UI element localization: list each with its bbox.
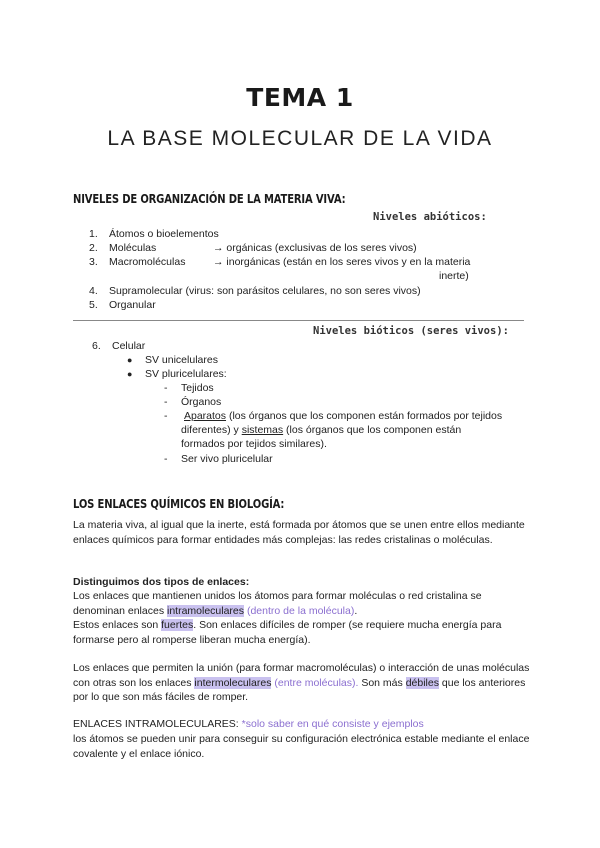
p3-text: Los enlaces que permiten la unión (para formar macromoléculas) o interacción de unas moléculas con otras son los enlaces	[73, 662, 530, 689]
intra-label-line	[73, 717, 533, 732]
sub-item-line3: formados por tejidos similares).	[181, 438, 327, 450]
paragraph-atoms: los átomos se pueden unir para conseguir su configuración electrónica estable mediante el enlace covalente y el enlace iónico.	[73, 733, 530, 760]
list-number: 4.	[89, 285, 98, 297]
p3-text-b: Son más	[358, 676, 406, 689]
abiotic-levels-label: Niveles abióticos:	[373, 211, 487, 223]
highlight-intermoleculares: intermoleculares	[194, 676, 272, 689]
dash: -	[164, 410, 168, 422]
note-dentro: (dentro de la molécula)	[244, 604, 355, 617]
p2-text-b: . Son enlaces difíciles de romper (se requiere mucha energía para formarse pero al romperse liberan mucha energía).	[73, 619, 502, 646]
highlight-intramoleculares: intramoleculares	[166, 604, 245, 617]
list-item: Macromoléculas	[109, 256, 186, 268]
organic-note: → orgánicas (exclusivas de los seres vivos)	[213, 242, 417, 254]
sub-item-aparatos	[184, 409, 502, 424]
divider	[73, 320, 524, 321]
inorganic-note: → inorgánicas (están en los seres vivos y en la materia	[213, 256, 471, 268]
bullet-item: SV pluricelulares:	[145, 368, 227, 380]
biotic-levels-label: Niveles bióticos (seres vivos):	[313, 325, 509, 337]
paragraph-intramolecular	[73, 589, 533, 618]
aparatos-text: (los órganos que los componen están formados por tejidos	[226, 410, 503, 422]
paragraph-fuertes	[73, 618, 533, 647]
aparatos-word: Aparatos	[184, 410, 227, 422]
sistemas-word: sistemas	[241, 424, 284, 436]
list-item: Celular	[112, 340, 146, 352]
list-item: Organular	[109, 299, 156, 311]
dash: -	[164, 396, 168, 408]
dash: -	[164, 382, 168, 394]
highlight-debiles: débiles	[405, 676, 439, 689]
sistemas-post: (los órganos que los componen están	[283, 424, 462, 436]
p3-text-c: que los anteriores por lo que son más fáciles de romper.	[73, 676, 526, 704]
dash: -	[164, 453, 168, 465]
p1-end: .	[354, 604, 358, 617]
sub-item-sistemas	[181, 423, 461, 438]
intra-note: *solo saber en qué consiste y ejemplos	[241, 718, 424, 730]
list-number: 6.	[92, 340, 101, 352]
bullet-icon: ●	[127, 355, 133, 365]
paragraph-intermolecular	[73, 661, 533, 705]
sub-item-ser-vivo: Ser vivo pluricelular	[181, 453, 273, 465]
bullet-icon: ●	[127, 369, 133, 379]
inorganic-note-cont: inerte)	[439, 270, 469, 282]
sub-item-tejidos: Tejidos	[181, 382, 214, 394]
list-item: Moléculas	[109, 242, 157, 254]
list-number: 2.	[89, 242, 98, 254]
intro-paragraph: La materia viva, al igual que la inerte, está formada por átomos que se unen entre ellos mediante enlaces químicos para formar entidades más complejas: las redes cristalinas o moléculas.	[73, 519, 525, 546]
highlight-fuertes: fuertes	[161, 619, 194, 631]
p1-text: Los enlaces que mantienen unidos los átomos para formar moléculas o red cristalina se denominan enlaces	[73, 590, 482, 617]
p2-text: Estos enlaces son	[73, 619, 162, 631]
section-heading-enlaces: LOS ENLACES QUÍMICOS EN BIOLOGÍA:	[73, 497, 285, 511]
intra-label: ENLACES INTRAMOLECULARES:	[73, 718, 242, 730]
list-item: Supramolecular (virus: son parásitos celulares, no son seres vivos)	[109, 285, 421, 297]
bullet-item: SV unicelulares	[145, 354, 218, 366]
page-title: TEMA 1	[246, 83, 354, 112]
types-title: Distinguimos dos tipos de enlaces:	[73, 576, 250, 588]
list-number: 5.	[89, 299, 98, 311]
sub-item-organos: Órganos	[181, 396, 222, 408]
section-heading-niveles: NIVELES DE ORGANIZACIÓN DE LA MATERIA VIVA:	[73, 192, 346, 206]
note-entre: (entre moléculas).	[271, 676, 359, 689]
list-number: 1.	[89, 228, 98, 240]
list-item: Átomos o bioelementos	[109, 228, 219, 240]
page-subtitle: LA BASE MOLECULAR DE LA VIDA	[107, 127, 493, 150]
list-number: 3.	[89, 256, 98, 268]
sistemas-pre: diferentes) y	[181, 424, 242, 436]
